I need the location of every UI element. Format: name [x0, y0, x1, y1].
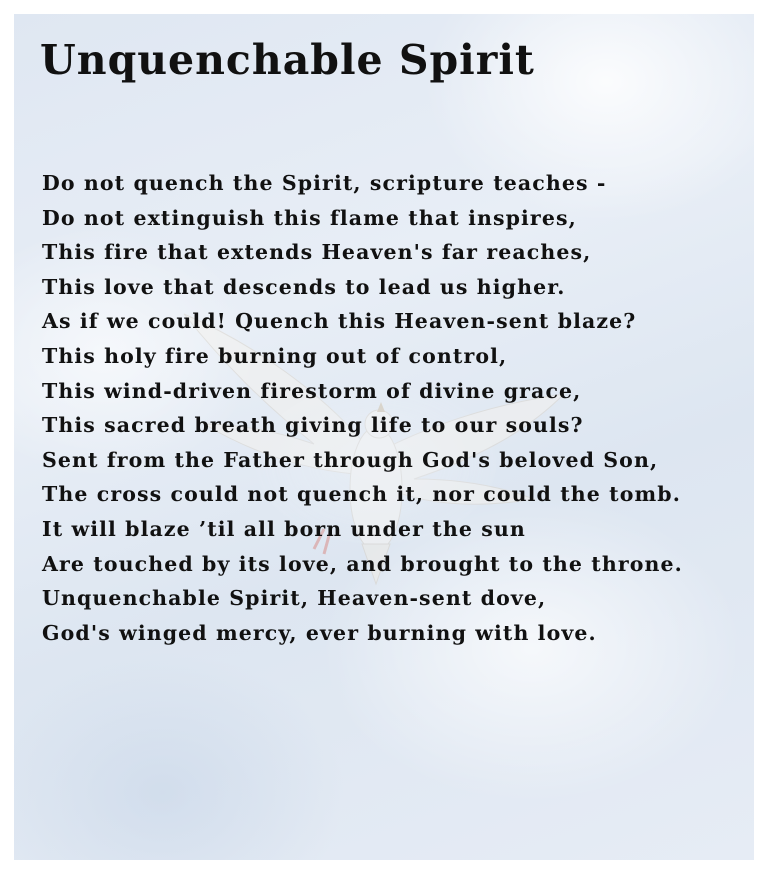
- poem-line: This holy fire burning out of control,: [42, 343, 508, 368]
- poem-line: Do not extinguish this flame that inspires,: [42, 205, 577, 230]
- poem-line: As if we could! Quench this Heaven-sent blaze?: [42, 309, 637, 334]
- poem-line: Do not quench the Spirit, scripture teaches -: [42, 171, 607, 195]
- poem-line: This fire that extends Heaven's far reaches,: [42, 240, 592, 265]
- poem-card: [14, 14, 754, 860]
- poem-line: This love that descends to lead us higher.: [42, 274, 566, 299]
- poem-line: The cross could not quench it, nor could the tomb.: [42, 482, 681, 507]
- poem-line: It will blaze ’til all born under the sun: [42, 516, 526, 541]
- poem-line: God's winged mercy, ever burning with love.: [42, 620, 597, 645]
- poem-line: This sacred breath giving life to our souls?: [42, 413, 584, 438]
- poem-title: Unquenchable Spirit: [40, 36, 535, 84]
- poem-line: Unquenchable Spirit, Heaven-sent dove,: [42, 586, 547, 611]
- poem-line: This wind-driven firestorm of divine grace,: [42, 378, 582, 403]
- poem-line: Sent from the Father through God's beloved Son,: [42, 447, 659, 472]
- poem-line: Are touched by its love, and brought to the throne.: [42, 551, 683, 576]
- poem-body: [42, 166, 683, 650]
